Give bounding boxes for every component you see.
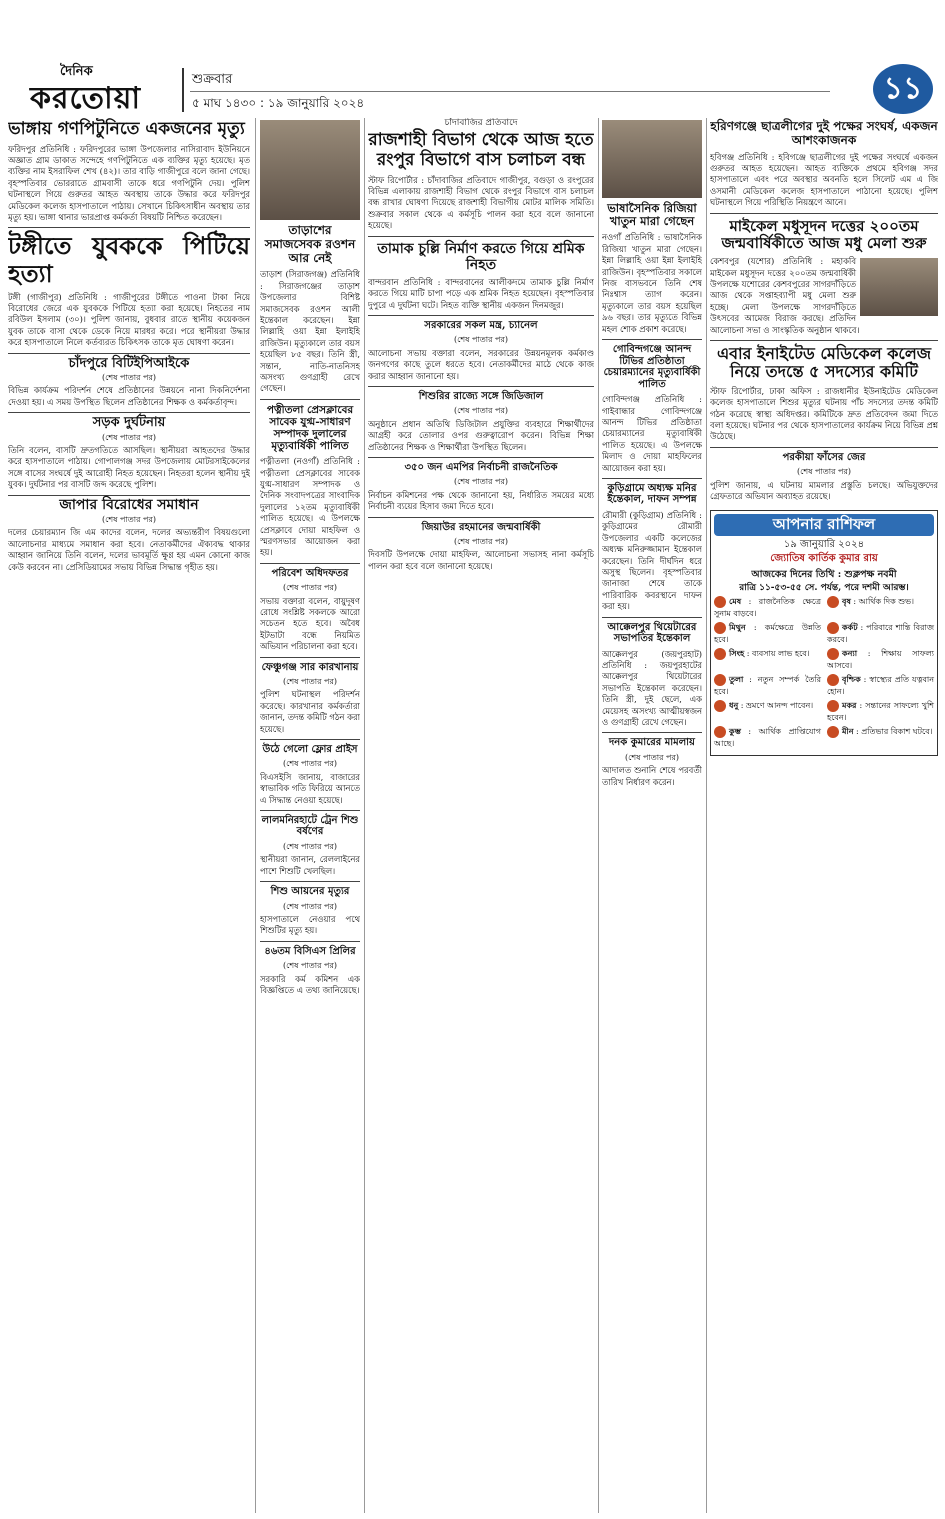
article-body: স্টাফ রিপোর্টার, ঢাকা অফিস : রাজধানীর ইউনাইটেড মেডিকেল কলেজ হাসপাতালে শিশুর মৃত্যুর ঘটনায় পাঁচ সদস্যের তদন্ত কমিটি গঠন করেছে স্বাস্থ্য অধিদপ্তর। কমিটিকে দ্রুত প্রতিবেদন জমা দিতে বলা হয়েছে। ঘটনার পর থেকে হাসপাতালের কার্যক্রম নিয়ে বিভিন্ন প্রশ্ন উঠেছে। (710, 385, 938, 442)
header-day: শুক্রবার (192, 72, 233, 87)
continuation-note: (শেষ পাতার পর) (282, 901, 338, 911)
sign-text: ব্যবসায় লাভ হবে। (752, 649, 810, 659)
horoscope-sign: বৃষ : আর্থিক দিক শুভ। (827, 596, 934, 619)
horoscope-tithi: আজকের দিনের তিথি : শুক্লপক্ষ নবমী (751, 568, 897, 580)
column-1 (8, 118, 250, 1513)
sign-name: কন্যা (842, 648, 858, 659)
zodiac-icon (827, 596, 839, 608)
sign-name: মিথুন (729, 622, 746, 633)
zodiac-icon (827, 674, 839, 686)
divider (710, 340, 938, 341)
header-rule (190, 91, 830, 92)
article-body: পত্নীতলা (নওগাঁ) প্রতিনিধি : পত্নীতলা প্রেসক্লাবের সাবেক যুগ্ম-সাধারণ সম্পাদক ও দৈনিক সংবাদপত্রের সাংবাদিক দুলালের ১২তম মৃত্যুবার্ষিকী পালিত হয়েছে। এ উপলক্ষে প্রেসক্লাবে দোয়া মাহফিল ও স্মরণসভার আয়োজন করা হয়। (260, 456, 360, 558)
sign-text: ভ্রমণে আনন্দ পাবেন। (746, 701, 814, 711)
horoscope-sign: মিথুন : কর্মক্ষেত্রে উন্নতি হবে। (714, 622, 821, 645)
article-body: নির্বাচন কমিশনের পক্ষ থেকে জানানো হয়, নির্ধারিত সময়ের মধ্যে নির্বাচনী ব্যয়ের হিসাব জমা দিতে হবে। (368, 489, 594, 512)
zodiac-icon (714, 622, 726, 634)
horoscope-sign: মীন : প্রতিভার বিকাশ ঘটবে। (827, 726, 934, 749)
continuation-note: (শেষ পাতার পর) (101, 432, 157, 442)
article-body: আলোচনা সভায় বক্তারা বলেন, সরকারের উন্নয়নমূলক কর্মকাণ্ড জনগণের কাছে তুলে ধরতে হবে। নেতাকর্মীদের মাঠে থেকে কাজ করার আহ্বান জানানো হয়। (368, 347, 594, 381)
horoscope-sign: বৃশ্চিক : স্বাস্থ্যের প্রতি যত্নবান হোন। (827, 674, 935, 697)
sign-text: আর্থিক দিক শুভ। (858, 597, 914, 607)
headline: সড়ক দুর্ঘটনায় (92, 415, 166, 431)
zodiac-icon (827, 622, 839, 634)
headline: উঠে গেলো ফ্লোর প্রাইস (262, 744, 358, 756)
sign-text: স্বাস্থ্যের প্রতি যত্নবান হোন। (827, 675, 935, 697)
article-body: কেশবপুর (যশোর) প্রতিনিধি : মহাকবি মাইকেল মধুসূদন দত্তের ২০০তম জন্মবার্ষিকী উপলক্ষে যশোরের কেশবপুরের সাগরদাঁড়িতে আজ থেকে সপ্তাহব্যাপী মধু মেলা শুরু হচ্ছে। মেলা উপলক্ষে সাগরদাঁড়িতে উৎসবের আমেজ বিরাজ করছে। প্রতিদিন আলোচনা সভা ও সাংস্কৃতিক অনুষ্ঠান থাকবে। (710, 256, 860, 335)
portrait-photo (860, 258, 938, 316)
column-4 (602, 118, 702, 1513)
horoscope-sign: সিংহ : ব্যবসায় লাভ হবে। (714, 648, 821, 671)
continuation-note: (শেষ পাতার পর) (453, 477, 509, 487)
headline: ফেঞ্চুগঞ্জ সার কারখানায় (261, 661, 359, 673)
article-body: বান্দরবান প্রতিনিধি : বান্দরবানের আলীকদমে তামাক চুল্লি নির্মাণ করতে গিয়ে মাটি চাপা পড়ে এক শ্রমিক নিহত হয়েছেন। বৃহস্পতিবার দুপুরে এ দুর্ঘটনা ঘটে। নিহত ব্যক্তি স্থানীয় একজন দিনমজুর। (368, 276, 594, 310)
divider (260, 739, 360, 740)
continuation-note: (শেষ পাতার পর) (453, 537, 509, 547)
sign-name: ধনু (729, 700, 739, 711)
divider (602, 339, 702, 340)
headline: টঙ্গীতে যুবককে পিটিয়ে হত্যা (8, 231, 250, 288)
divider (260, 399, 360, 400)
column-divider (598, 118, 599, 1513)
headline: কুড়িগ্রামে অধ্যক্ষ মনির ইন্তেকাল, দাফন সম্পন্ন (607, 482, 697, 506)
divider (368, 457, 594, 458)
sign-text: আর্থিক প্রাপ্তিযোগ আছে। (714, 727, 822, 749)
horoscope-sign: ধনু : ভ্রমণে আনন্দ পাবেন। (714, 700, 821, 723)
article-body: তাড়াশ (সিরাজগঞ্জ) প্রতিনিধি : সিরাজগঞ্জের তাড়াশ উপজেলার বিশিষ্ট সমাজসেবক রওশন আলী ইন্তেকাল করেছেন। ইন্না লিল্লাহি ওয়া ইন্না ইলাইহি রাজিউন। মৃত্যুকালে তার বয়স হয়েছিল ৮৫ বছর। তিনি স্ত্রী, সন্তান, নাতি-নাতনিসহ অসংখ্য গুণগ্রাহী রেখে গেছেন। (260, 269, 360, 394)
headline: এবার ইনাইটেড মেডিকেল কলেজ নিয়ে তদন্তে ৫ সদস্যের কমিটি (716, 343, 932, 382)
headline: জাপার বিরোধের সমাধান (59, 496, 199, 513)
sign-text: শিক্ষায় সাফল্য আসবে। (827, 649, 935, 671)
headline: ৪৬তম বিসিএস প্রিলির (264, 945, 356, 957)
headline: তামাক চুল্লি নির্মাণ করতে গিয়ে শ্রমিক নিহত (377, 240, 585, 273)
horoscope-title: আপনার রাশিফল (714, 514, 934, 535)
divider (368, 386, 594, 387)
sign-name: কর্কট (842, 622, 858, 633)
sign-name: বৃষ (842, 596, 851, 607)
sign-text: নতুন সম্পর্ক তৈরি হবে। (714, 675, 822, 697)
divider (368, 315, 594, 316)
article-body: টঙ্গী (গাজীপুর) প্রতিনিধি : গাজীপুরের টঙ্গীতে পাওনা টাকা নিয়ে বিরোধের জেরে এক যুবককে পিটিয়ে হত্যা করা হয়েছে। নিহতের নাম রবিউল ইসলাম (৩০)। পুলিশ জানায়, বুধবার রাতে স্থানীয় কয়েকজন যুবক তাকে বাসা থেকে ডেকে নিয়ে মারধর করে। পরে স্থানীয়রা উদ্ধার করে হাসপাতালে নিলে কর্তব্যরত চিকিৎসক তাকে মৃত ঘোষণা করেন। (8, 291, 250, 348)
headline: সরকারের সকল মন্ত্র, চ্যানেল (424, 319, 538, 331)
column-3 (368, 118, 594, 1513)
divider (260, 941, 360, 942)
divider (602, 478, 702, 479)
continuation-note: (শেষ পাতার পর) (624, 752, 680, 762)
header-date: ৫ মাঘ ১৪৩০ : ১৯ জানুয়ারি ২০২৪ (192, 96, 365, 110)
sign-name: কুম্ভ (729, 726, 741, 737)
divider (368, 236, 594, 237)
article-body: দিবসটি উপলক্ষে দোয়া মাহফিল, আলোচনা সভাসহ নানা কর্মসূচি পালন করা হবে বলে জানানো হয়েছে। (368, 549, 594, 571)
headline: শিশুরির রাজ্যে সঙ্গে জিডিজাল (418, 390, 544, 402)
column-divider (706, 118, 707, 1513)
horoscope-tithi-time: রাত্রি ১১-৫৩-৫৫ সে. পর্যন্ত, পরে দশমী আরম্ভ। (739, 583, 909, 594)
divider (8, 495, 250, 496)
horoscope-sign: তুলা : নতুন সম্পর্ক তৈরি হবে। (714, 674, 822, 697)
article-body: ফরিদপুর প্রতিনিধি : ফরিদপুরের ভাঙ্গা উপজেলার নাসিরাবাদ ইউনিয়নে অজ্ঞাত গ্রাম ডাকাত সন্দেহে গণপিটুনিতে এক ব্যক্তির মৃত্যু হয়েছে। মৃত ব্যক্তির নাম ইসরাফিল শেখ (৪২)। তার বাড়ি গাজীপুরে বলে জানা গেছে। বৃহস্পতিবার ভোররাতে গ্রামবাসী তাকে ধরে গণপিটুনি দেয়। পুলিশ ঘটনাস্থলে গিয়ে গুরুতর আহত অবস্থায় তাকে উদ্ধার করে ফরিদপুর মেডিকেল কলেজ হাসপাতালে পাঠায়। সেখানে চিকিৎসাধীন অবস্থায় তার মৃত্যু হয়। ভাঙ্গা থানার ভারপ্রাপ্ত কর্মকর্তা বিষয়টি নিশ্চিত করেছেন। (8, 143, 250, 222)
article-body: হাসপাতালে নেওয়ার পথে শিশুটির মৃত্যু হয়। (260, 913, 360, 936)
sign-name: মেষ (729, 596, 742, 607)
article-body: অনুষ্ঠানে প্রধান অতিথি ডিজিটাল প্রযুক্তির ব্যবহারে শিক্ষার্থীদের আগ্রহী করে তোলার ওপর গুরুত্বারোপ করেন। বিভিন্ন শিক্ষা প্রতিষ্ঠানের শিক্ষক ও শিক্ষার্থীরা উপস্থিত ছিলেন। (368, 418, 594, 452)
headline: পরকীয়া ফাঁসের জের (782, 451, 866, 463)
headline: পরিবেশ অধিদফতর (271, 567, 349, 579)
sign-text: পরিবারে শান্তি বিরাজ করবে। (827, 623, 934, 645)
article-body: পুলিশ জানায়, এ ঘটনায় মামলার প্রস্তুতি চলছে। অভিযুক্তদের গ্রেফতারে অভিযান অব্যাহত রয়েছে। (710, 479, 938, 501)
column-2 (260, 118, 360, 1513)
header-divider (182, 68, 184, 112)
continuation-note: (শেষ পাতার পর) (101, 515, 157, 525)
zodiac-icon (827, 726, 839, 738)
divider (368, 517, 594, 518)
article-body: স্টাফ রিপোর্টার : চাঁদাবাজির প্রতিবাদে গাজীপুর, বগুড়া ও রংপুরের বিভিন্ন এলাকায় রাজশাহী বিভাগ থেকে রংপুর বিভাগে বাস চলাচল বন্ধ রাখার ঘোষণা দিয়েছে রাজশাহী বিভাগীয় মোটর মালিক সমিতি। শুক্রবার সকাল থেকে এ কর্মসূচি পালন করা হবে বলে জানানো হয়েছে। (368, 174, 594, 231)
article-body: সভায় বক্তারা বলেন, বায়ুদূষণ রোধে সংশ্লিষ্ট সকলকে আরো সচেতন হতে হবে। অবৈধ ইটভাটা বন্ধে নিয়মিত অভিযান পরিচালনা করা হবে। (260, 595, 360, 652)
article-body: হবিগঞ্জ প্রতিনিধি : হবিগঞ্জে ছাত্রলীগের দুই পক্ষের সংঘর্ষে একজন গুরুতর আহত হয়েছেন। আহত ব্যক্তিকে প্রথমে হবিগঞ্জ সদর হাসপাতালে এবং পরে অবস্থার অবনতি হলে সিলেট এম এ জি ওসমানী মেডিকেল কলেজ হাসপাতালে পাঠানো হয়েছে। পুলিশ ঘটনাস্থলে গিয়ে পরিস্থিতি নিয়ন্ত্রণে আনে। (710, 151, 938, 208)
headline: পত্নীতলা প্রেসক্লাবের সাবেক যুগ্ম-সাধারণ সম্পাদক দুলালের মৃত্যুবার্ষিকী পালিত (266, 403, 354, 453)
headline: ৩৫০ জন এমপির নির্বাচনী রাজনৈতিক (404, 462, 558, 473)
divider (260, 657, 360, 658)
horoscope-date: ১৯ জানুয়ারি ২০২৪ (783, 538, 865, 550)
zodiac-icon (714, 726, 726, 738)
article-body: পুলিশ ঘটনাস্থল পরিদর্শন করেছে। কারখানার কর্মকর্তারা জানান, তদন্ত কমিটি গঠন করা হয়েছে। (260, 689, 360, 734)
divider (260, 810, 360, 811)
headline: দনক কুমারের মামলায় (609, 737, 695, 749)
article-body: দলের চেয়ারম্যান জি এম কাদের বলেন, দলের অভ্যন্তরীণ বিষয়গুলো আলোচনার মাধ্যমে সমাধান করা হবে। নেতাকর্মীদের ঐক্যবদ্ধ থাকার আহ্বান জানিয়ে তিনি বলেন, দলের ভাবমূর্তি ক্ষুণ্ণ হয় এমন কোনো কাজ কেউ করবেন না। প্রেসিডিয়ামের সভায় বিভিন্ন সিদ্ধান্ত গৃহীত হয়। (8, 527, 250, 572)
sign-name: মীন (842, 726, 854, 737)
article-body: রৌমারী (কুড়িগ্রাম) প্রতিনিধি : কুড়িগ্রামের রৌমারী উপজেলার একটি কলেজের অধ্যক্ষ মনিরুজ্জামান ইন্তেকাল করেছেন। তিনি দীর্ঘদিন ধরে অসুস্থ ছিলেন। বৃহস্পতিবার জানাজা শেষে তাকে পারিবারিক কবরস্থানে দাফন করা হয়। (602, 509, 702, 612)
article-body: স্থানীয়রা জানান, রেললাইনের পাশে শিশুটি খেলছিল। (260, 854, 360, 876)
headline: রাজশাহী বিভাগ থেকে আজ হতে রংপুর বিভাগে বাস চলাচল বন্ধ (368, 130, 594, 170)
column-5 (710, 118, 938, 1513)
article-body: গোবিন্দগঞ্জ প্রতিনিধি : গাইবান্ধার গোবিন্দগঞ্জে আনন্দ টিভির প্রতিষ্ঠাতা চেয়ারম্যানের মৃত্যুবার্ষিকী পালিত হয়েছে। এ উপলক্ষে মিলাদ ও দোয়া মাহফিলের আয়োজন করা হয়। (602, 394, 702, 473)
continuation-note: (শেষ পাতার পর) (453, 335, 509, 345)
portrait-photo (602, 120, 702, 198)
continuation-note: (শেষ পাতার পর) (101, 373, 157, 383)
continuation-note: (শেষ পাতার পর) (282, 841, 338, 851)
logo-small-text: দৈনিক (60, 64, 93, 79)
continuation-note: (শেষ পাতার পর) (796, 467, 852, 477)
divider (602, 732, 702, 733)
sign-name: তুলা (729, 674, 744, 685)
sign-name: সিংহ (729, 648, 745, 659)
sign-name: বৃশ্চিক (842, 674, 861, 685)
horoscope-sign: কর্কট : পরিবারে শান্তি বিরাজ করবে। (827, 622, 934, 645)
headline: চাঁদপুরে বিটিইপিআইকে (68, 355, 190, 371)
divider (260, 881, 360, 882)
horoscope-grid (714, 596, 934, 752)
zodiac-icon (714, 674, 726, 686)
page-number-badge: ১১ (873, 64, 933, 114)
headline: লালমনিরহাটে ট্রেন শিশু বর্ষণের (261, 815, 359, 838)
horoscope-box (710, 510, 938, 756)
continuation-note: (শেষ পাতার পর) (282, 759, 338, 769)
headline: মাইকেল মধুসূদন দত্তের ২০০তম জন্মবার্ষিকীতে আজ মধু মেলা শুরু (721, 216, 927, 252)
headline: শিশু আয়নের মৃত্যুর (270, 886, 350, 898)
divider (710, 447, 938, 448)
headline: গোবিন্দগঞ্জে আনন্দ টিভির প্রতিষ্ঠাতা চেয়ারম্যানের মৃত্যুবার্ষিকী পালিত (603, 344, 701, 390)
zodiac-icon (714, 596, 726, 608)
article-body: বিভিন্ন কার্যক্রম পরিদর্শন শেষে প্রতিষ্ঠানের উন্নয়নে নানা দিকনির্দেশনা দেওয়া হয়। এ সময় উপস্থিত ছিলেন প্রতিষ্ঠানের শিক্ষক ও কর্মকর্তাবৃন্দ। (8, 385, 250, 407)
headline: ভাঙ্গায় গণপিটুনিতে একজনের মৃত্যু (8, 119, 245, 139)
zodiac-icon (714, 700, 726, 712)
divider (8, 227, 250, 228)
zodiac-icon (827, 700, 839, 712)
headline: জিয়াউর রহমানের জন্মবার্ষিকী (421, 521, 541, 533)
horoscope-sign: কুম্ভ : আর্থিক প্রাপ্তিযোগ আছে। (714, 726, 822, 749)
article-body: সরকারি কর্ম কমিশন এক বিজ্ঞপ্তিতে এ তথ্য জানিয়েছে। (260, 973, 360, 995)
article-body: তিনি বলেন, বাসটি দ্রুতগতিতে আসছিল। স্থানীয়রা আহতদের উদ্ধার করে হাসপাতালে পাঠায়। গোপালগঞ্জ সদর উপজেলায় মোটরসাইকেলের সঙ্গে বাসের সংঘর্ষে দুই আরোহী নিহত হয়েছেন। নিহতরা হলেন স্থানীয় দুই যুবক। দুর্ঘটনার পর বাসটি জব্দ করেছে পুলিশ। (8, 445, 250, 490)
continuation-note: (শেষ পাতার পর) (282, 677, 338, 687)
zodiac-icon (827, 648, 839, 660)
sign-name: মকর (842, 700, 857, 711)
article-body: নওগাঁ প্রতিনিধি : ভাষাসৈনিক রিজিয়া খাতুন মারা গেছেন। ইন্না লিল্লাহি ওয়া ইন্না ইলাইহি রাজিউন। বৃহস্পতিবার সকালে নিজ বাসভবনে তিনি শেষ নিঃশ্বাস ত্যাগ করেন। মৃত্যুকালে তার বয়স হয়েছিল ৯৬ বছর। তার মৃত্যুতে বিভিন্ন মহল শোক প্রকাশ করেছে। (602, 232, 702, 334)
continuation-note: (শেষ পাতার পর) (453, 406, 509, 416)
continuation-note: (শেষ পাতার পর) (282, 961, 338, 971)
headline: তাড়াশের সমাজসেবক রওশন আর নেই (264, 223, 356, 265)
zodiac-icon (714, 648, 726, 660)
article-body: আক্কেলপুর (জয়পুরহাট) প্রতিনিধি : জয়পুরহাটের আক্কেলপুর থিয়েটারের সভাপতি ইন্তেকাল করেছেন। তিনি স্ত্রী, দুই ছেলে, এক মেয়েসহ অসংখ্য আত্মীয়স্বজন ও গুণগ্রাহী রেখে গেছেন। (602, 648, 702, 728)
article-body: আদালত শুনানি শেষে পরবর্তী তারিখ নির্ধারণ করেন। (602, 765, 702, 787)
headline: আক্কেলপুর থিয়েটারের সভাপতির ইন্তেকাল (607, 621, 697, 645)
headline: ভাষাসৈনিক রিজিয়া খাতুন মারা গেছেন (607, 201, 697, 229)
divider (8, 412, 250, 413)
divider (710, 213, 938, 214)
newspaper-logo: করতোয়া (30, 81, 142, 116)
divider (260, 563, 360, 564)
sign-text: সন্তানের সাফল্যে খুশি হবেন। (827, 701, 934, 723)
sign-text: রাজনৈতিক ক্ষেত্রে সুনাম বাড়বে। (714, 597, 822, 619)
article-body: বিএসইসি জানায়, বাজারের স্বাভাবিক গতি ফিরিয়ে আনতে এ সিদ্ধান্ত নেওয়া হয়েছে। (260, 771, 360, 805)
sign-text: প্রতিভার বিকাশ ঘটবে। (861, 727, 933, 737)
portrait-photo (260, 120, 360, 220)
column-divider (255, 118, 256, 1513)
continuation-note: (শেষ পাতার পর) (282, 583, 338, 593)
headline: হরিণগঞ্জে ছাত্রলীগের দুই পক্ষের সংঘর্ষ, একজন আশংকাজনক (710, 119, 938, 147)
kicker: চাঁদাবাজির প্রতিবাদে (444, 118, 518, 128)
column-divider (364, 118, 365, 1513)
divider (8, 353, 250, 354)
horoscope-sign: মেষ : রাজনৈতিক ক্ষেত্রে সুনাম বাড়বে। (714, 596, 822, 619)
sign-text: কর্মক্ষেত্রে উন্নতি হবে। (714, 623, 821, 645)
horoscope-sign: মকর : সন্তানের সাফল্যে খুশি হবেন। (827, 700, 934, 723)
horoscope-author: জ্যোতিষ কার্তিক কুমার রায় (770, 553, 878, 565)
horoscope-sign: কন্যা : শিক্ষায় সাফল্য আসবে। (827, 648, 935, 671)
divider (602, 617, 702, 618)
masthead (0, 0, 945, 118)
